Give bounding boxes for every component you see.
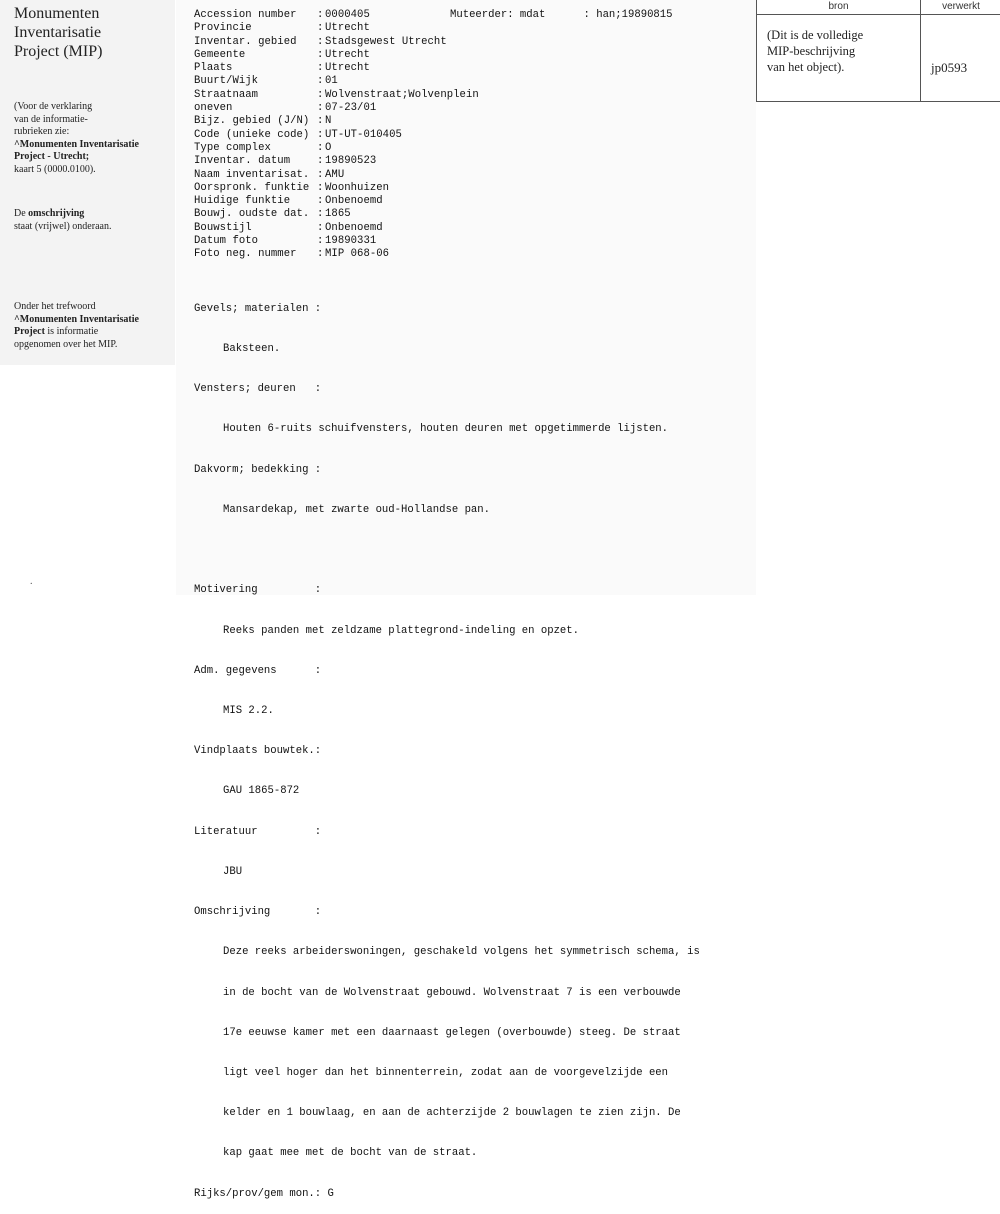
field-separator: : bbox=[317, 62, 324, 75]
field-label: Provincie bbox=[194, 22, 252, 35]
field-label: Type complex bbox=[194, 141, 271, 154]
spacer bbox=[194, 544, 700, 557]
field-row bbox=[194, 195, 479, 208]
field-row bbox=[194, 9, 479, 22]
note-bold-text: Project bbox=[14, 326, 45, 337]
field-row bbox=[194, 248, 479, 261]
table-description-line: (Dit is de volledige bbox=[767, 28, 864, 42]
record-fields bbox=[194, 9, 479, 262]
field-value: Onbenoemd bbox=[325, 221, 383, 234]
note-line bbox=[14, 208, 111, 221]
source-table bbox=[756, 0, 1000, 102]
note-bold-line bbox=[14, 139, 139, 152]
field-label: Gemeente bbox=[194, 48, 246, 61]
field-separator: : bbox=[317, 168, 324, 181]
field-separator: : bbox=[317, 155, 324, 168]
note-line: Onder het trefwoord bbox=[14, 301, 96, 312]
field-label: Foto neg. nummer bbox=[194, 248, 297, 261]
header-bron: bron bbox=[828, 1, 849, 12]
field-row bbox=[194, 49, 479, 62]
field-row bbox=[194, 115, 479, 128]
field-value: Utrecht bbox=[325, 62, 370, 75]
section-value: MIS 2.2. bbox=[223, 704, 274, 717]
field-value: 0000405 bbox=[325, 9, 370, 21]
field-row bbox=[194, 102, 479, 115]
field-separator: : bbox=[317, 48, 324, 61]
field-value: 19890331 bbox=[325, 235, 377, 248]
field-label: Straatnaam bbox=[194, 88, 259, 101]
field-value: Utrecht bbox=[325, 22, 370, 35]
note-bold-text: ^Monumenten Inventarisatie bbox=[14, 313, 139, 325]
field-label: Huidige funktie bbox=[194, 195, 291, 208]
section-value: Mansardekap, met zwarte oud-Hollandse pan. bbox=[223, 503, 491, 516]
field-value: O bbox=[325, 141, 332, 154]
reference-note bbox=[14, 101, 139, 176]
field-separator: : bbox=[317, 221, 324, 234]
header-verwerkt: verwerkt bbox=[942, 1, 980, 12]
field-separator: : bbox=[317, 9, 324, 21]
field-label: Buurt/Wijk bbox=[194, 75, 259, 88]
field-separator: : bbox=[317, 102, 324, 115]
table-description-line: MIP-beschrijving bbox=[767, 44, 856, 58]
field-row bbox=[194, 22, 479, 35]
field-row bbox=[194, 142, 479, 155]
field-label: Plaats bbox=[194, 62, 233, 75]
field-label: Naam inventarisat. bbox=[194, 168, 310, 181]
field-value: Stadsgewest Utrecht bbox=[325, 35, 447, 48]
field-value: Woonhuizen bbox=[325, 181, 390, 194]
section-label: Vensters; deuren : bbox=[194, 383, 322, 396]
field-value: AMU bbox=[325, 168, 345, 181]
field-row bbox=[194, 62, 479, 75]
field-value: Onbenoemd bbox=[325, 195, 383, 208]
section-value: JBU bbox=[223, 865, 243, 878]
note-bold-text: omschrijving bbox=[28, 208, 85, 219]
field-separator: : bbox=[317, 35, 324, 48]
section-label: Rijks/prov/gem mon.: bbox=[194, 1187, 328, 1200]
section-value: GAU 1865-872 bbox=[223, 785, 300, 798]
field-separator: : bbox=[317, 235, 324, 248]
section-value: Baksteen. bbox=[223, 343, 281, 356]
note-bold-line bbox=[14, 151, 139, 164]
note-line: staat (vrijwel) onderaan. bbox=[14, 220, 112, 232]
muteerder-line: Muteerder: mdat : han;19890815 bbox=[450, 9, 673, 21]
field-label: Bouwj. oudste dat. bbox=[194, 208, 310, 221]
note-line: kaart 5 (0000.0100). bbox=[14, 163, 96, 175]
field-label: Inventar. datum bbox=[194, 155, 291, 168]
description-line: 17e eeuwse kamer met een daarnaast gelegen (overbouwde) steeg. De straat bbox=[223, 1026, 681, 1039]
field-row bbox=[194, 169, 479, 182]
note-line bbox=[14, 326, 139, 339]
field-row bbox=[194, 129, 479, 142]
table-code: jp0593 bbox=[931, 60, 968, 75]
field-label: Bouwstijl bbox=[194, 221, 252, 234]
field-value: N bbox=[325, 115, 332, 128]
section-label: Vindplaats bouwtek.: bbox=[194, 745, 322, 758]
field-row bbox=[194, 182, 479, 195]
section-label: Literatuur : bbox=[194, 825, 322, 838]
mip-title bbox=[14, 4, 102, 61]
note-line: van de informatie- bbox=[14, 113, 88, 125]
field-value: 01 bbox=[325, 75, 338, 88]
field-value: 19890523 bbox=[325, 155, 377, 168]
field-row bbox=[194, 155, 479, 168]
note-bold-text: ^Monumenten Inventarisatie bbox=[14, 138, 139, 150]
section-label: Dakvorm; bedekking : bbox=[194, 463, 322, 476]
field-label: Inventar. gebied bbox=[194, 35, 297, 48]
note-line: (Voor de verklaring bbox=[14, 101, 93, 112]
note-bold-line bbox=[14, 314, 139, 327]
section-value: G bbox=[327, 1187, 334, 1200]
description-note bbox=[14, 208, 111, 233]
field-row bbox=[194, 75, 479, 88]
field-separator: : bbox=[317, 75, 324, 88]
field-row bbox=[194, 235, 479, 248]
section-label: Gevels; materialen : bbox=[194, 302, 322, 315]
field-separator: : bbox=[317, 115, 324, 128]
note-line: rubrieken zie: bbox=[14, 126, 70, 137]
table-description-line: van het object). bbox=[767, 60, 845, 74]
field-separator: : bbox=[317, 248, 324, 261]
note-prefix: De bbox=[14, 208, 29, 219]
field-label: Oorspronk. funktie bbox=[194, 181, 310, 194]
description-line: kap gaat mee met de bocht van de straat. bbox=[223, 1147, 478, 1160]
mip-title-line: Project (MIP) bbox=[14, 43, 103, 60]
field-separator: : bbox=[317, 195, 324, 208]
description-line: Deze reeks arbeiderswoningen, geschakeld volgens het symmetrisch schema, is bbox=[223, 946, 700, 959]
field-separator: : bbox=[317, 181, 324, 194]
mip-title-line: Inventarisatie bbox=[14, 24, 102, 41]
field-value: MIP 068-06 bbox=[325, 248, 390, 261]
field-row bbox=[194, 208, 479, 221]
table-description bbox=[767, 27, 917, 75]
field-label: Code (unieke code) bbox=[194, 128, 310, 141]
field-value: UT-UT-010405 bbox=[325, 128, 402, 141]
field-separator: : bbox=[317, 88, 324, 101]
note-bold-text: Project - Utrecht; bbox=[14, 151, 90, 162]
keyword-note bbox=[14, 301, 139, 351]
description-line: kelder en 1 bouwlaag, en aan de achterzijde 2 bouwlagen te zien zijn. De bbox=[223, 1107, 681, 1120]
note-suffix: is informatie bbox=[44, 326, 99, 337]
field-value: 1865 bbox=[325, 208, 351, 221]
field-value: 07-23/01 bbox=[325, 102, 377, 115]
field-label: Datum foto bbox=[194, 235, 259, 248]
table-divider bbox=[920, 0, 921, 101]
section-line bbox=[194, 1188, 700, 1201]
field-label: oneven bbox=[194, 102, 233, 115]
field-label: Bijz. gebied (J/N) bbox=[194, 115, 310, 128]
field-separator: : bbox=[317, 141, 324, 154]
field-separator: : bbox=[317, 208, 324, 221]
section-value: Reeks panden met zeldzame plattegrond-indeling en opzet. bbox=[223, 624, 580, 637]
section-label: Motivering : bbox=[194, 584, 322, 597]
note-line: opgenomen over het MIP. bbox=[14, 338, 118, 350]
mip-title-line: Monumenten bbox=[14, 5, 100, 22]
section-value: Houten 6-ruits schuifvensters, houten deuren met opgetimmerde lijsten. bbox=[223, 423, 669, 436]
field-row bbox=[194, 222, 479, 235]
record-body bbox=[194, 276, 700, 1214]
description-line: ligt veel hoger dan het binnenterrein, zodat aan de voorgevelzijde een bbox=[223, 1066, 669, 1079]
description-line: in de bocht van de Wolvenstraat gebouwd. Wolvenstraat 7 is een verbouwde bbox=[223, 986, 681, 999]
field-separator: : bbox=[317, 22, 324, 35]
section-label: Omschrijving : bbox=[194, 906, 322, 919]
field-value: Wolvenstraat;Wolvenplein bbox=[325, 88, 479, 101]
field-row bbox=[194, 36, 479, 49]
field-separator: : bbox=[317, 128, 324, 141]
stray-dot: . bbox=[30, 576, 33, 587]
field-row bbox=[194, 89, 479, 102]
field-label: Accession number bbox=[194, 9, 297, 21]
section-label: Adm. gegevens : bbox=[194, 664, 322, 677]
field-value: Utrecht bbox=[325, 48, 370, 61]
